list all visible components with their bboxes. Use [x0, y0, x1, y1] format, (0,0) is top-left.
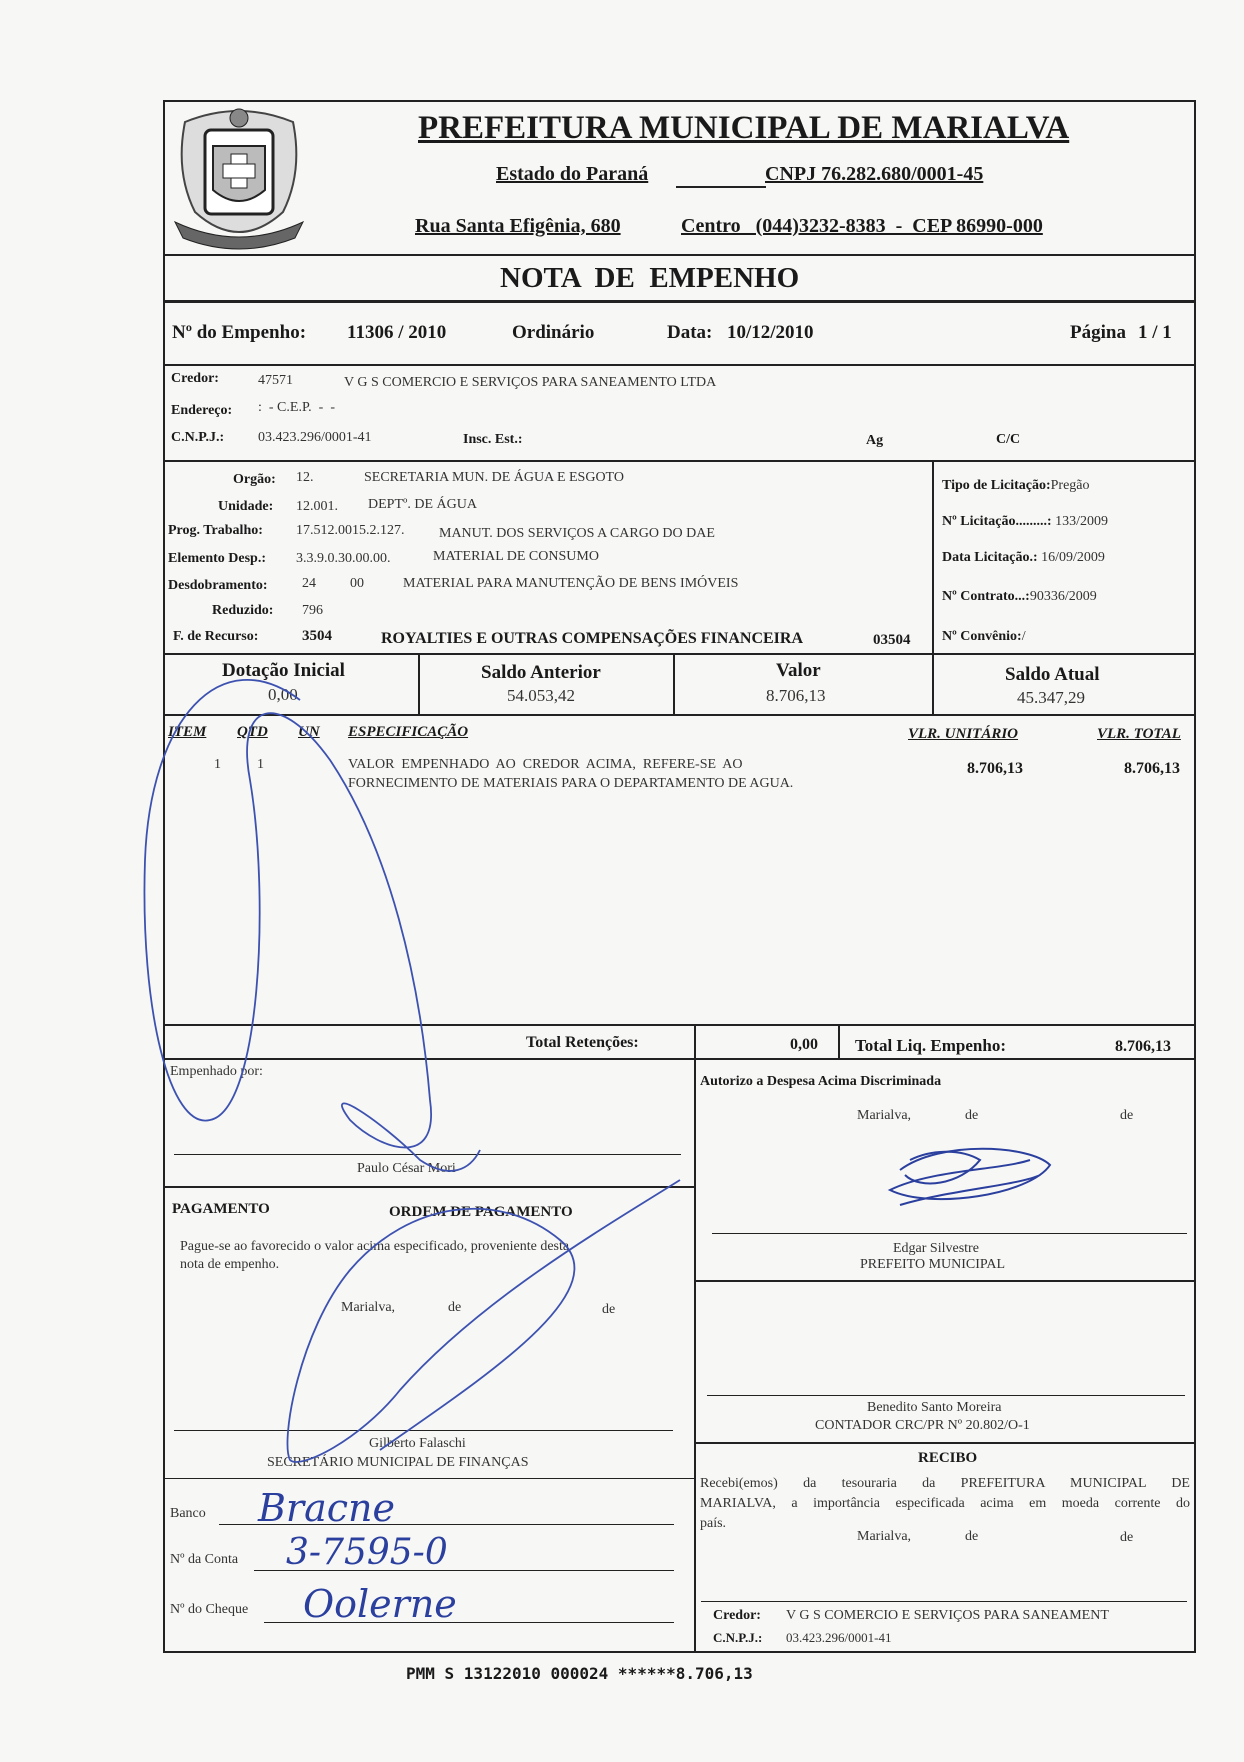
licitacao-data: 16/09/2009 [1041, 550, 1105, 565]
item-total-value: 8.706,13 [1124, 760, 1180, 777]
licitacao-num-label: Nº Licitação.........: 133/2009 [942, 514, 1108, 529]
orgao-label: Orgão: [233, 472, 276, 487]
mayor-name: Edgar Silvestre [893, 1241, 979, 1256]
prog-name: MANUT. DOS SERVIÇOS A CARGO DO DAE [439, 526, 715, 541]
recibo-cnpj: 03.423.296/0001-41 [786, 1630, 892, 1645]
pagamento-label: PAGAMENTO [172, 1201, 270, 1217]
municipal-address: Rua Santa Efigênia, 680 [415, 215, 621, 237]
contrato-num: 90336/2009 [1029, 589, 1097, 604]
recibo-cnpj-label: C.N.P.J.: [713, 1630, 763, 1645]
state-name: Estado do Paraná [496, 163, 649, 185]
municipal-contact: Centro (044)3232-8383 - CEP 86990-000 [681, 215, 1043, 237]
elemento-label: Elemento Desp.: [168, 551, 266, 566]
pagamento-text-line2: nota de empenho. [180, 1257, 280, 1272]
cc-label: C/C [996, 432, 1021, 447]
autorizo-city: Marialva, [857, 1108, 912, 1123]
coat-of-arms-logo [165, 102, 313, 252]
unidade-label: Unidade: [218, 499, 274, 514]
licitacao-num: 133/2009 [1055, 514, 1108, 529]
cheque-label: Nº do Cheque [170, 1602, 249, 1617]
recurso-ref: 03504 [873, 632, 911, 648]
saldo-anterior-value: 54.053,42 [507, 686, 575, 705]
credor-label: Credor: [171, 371, 219, 386]
credor-code: 47571 [258, 373, 293, 388]
col-spec: ESPECIFICAÇÃO [348, 724, 469, 740]
col-unit-value: VLR. UNITÁRIO [908, 726, 1019, 742]
recibo-title: RECIBO [918, 1450, 978, 1466]
tipo-licitacao-label: Tipo de Licitação:Pregão [942, 478, 1090, 493]
address-label: Endereço: [171, 403, 233, 418]
unidade-code: 12.001. [296, 499, 338, 514]
cnpj-underline [676, 186, 766, 188]
empenho-number-label: Nº do Empenho: [172, 322, 307, 343]
desdob-name: MATERIAL PARA MANUTENÇÃO DE BENS IMÓVEIS [403, 576, 739, 591]
desdob-code: 24 [302, 576, 316, 591]
conta-handwritten: 3-7595-0 [286, 1532, 448, 1573]
pagamento-text-line1: Pague-se ao favorecido o valor acima especificado, proveniente desta [180, 1239, 570, 1254]
pagamento-city: Marialva, [341, 1300, 396, 1315]
dotacao-value: 0,00 [268, 685, 298, 704]
recurso-name: ROYALTIES E OUTRAS COMPENSAÇÕES FINANCEIRA [381, 630, 804, 647]
accountant-name: Benedito Santo Moreira [867, 1400, 1002, 1415]
empenhado-name: Paulo César Mori [357, 1161, 456, 1176]
recibo-de1: de [965, 1529, 979, 1544]
convenio-num: / [1021, 629, 1026, 644]
autorizo-de2: de [1120, 1108, 1134, 1123]
empenho-number: 11306 / 2010 [347, 322, 447, 343]
col-total-value: VLR. TOTAL [1097, 726, 1181, 742]
item-number: 1 [214, 757, 221, 772]
item-unit-value: 8.706,13 [967, 760, 1023, 777]
banco-handwritten: Bracne [258, 1486, 395, 1530]
prog-code: 17.512.0015.2.127. [296, 523, 405, 538]
licitacao-data-label: Data Licitação.: 16/09/2009 [942, 550, 1105, 565]
recibo-de2: de [1120, 1530, 1134, 1545]
credor-cnpj: 03.423.296/0001-41 [258, 430, 372, 445]
contrato-label: Nº Contrato...:90336/2009 [942, 589, 1097, 604]
unidade-name: DEPTº. DE ÁGUA [368, 497, 477, 512]
mayor-title: PREFEITO MUNICIPAL [860, 1257, 1006, 1272]
item-qtd: 1 [257, 757, 264, 772]
col-un: UN [298, 724, 320, 740]
credor-address: : - C.E.P. - - [258, 400, 335, 415]
convenio-label: Nº Convênio:/ [942, 629, 1026, 644]
insc-est-label: Insc. Est.: [463, 432, 523, 447]
banco-label: Banco [170, 1506, 206, 1521]
valor-label: Valor [776, 660, 821, 681]
desdob-sub: 00 [350, 576, 364, 591]
elemento-code: 3.3.9.0.30.00.00. [296, 551, 391, 566]
recibo-credor: V G S COMERCIO E SERVIÇOS PARA SANEAMENT [786, 1608, 1109, 1623]
empenho-type: Ordinário [512, 322, 595, 343]
cheque-handwritten: Oolerne [303, 1582, 457, 1626]
item-spec-line1: VALOR EMPENHADO AO CREDOR ACIMA, REFERE-SE AO [348, 757, 743, 772]
recibo-credor-label: Credor: [713, 1608, 761, 1623]
orgao-name: SECRETARIA MUN. DE ÁGUA E ESGOTO [364, 470, 624, 485]
document-title: NOTA DE EMPENHO [500, 262, 800, 294]
accountant-title: CONTADOR CRC/PR Nº 20.802/O-1 [815, 1418, 1030, 1433]
secretary-name: Gilberto Falaschi [369, 1436, 466, 1451]
credor-name: V G S COMERCIO E SERVIÇOS PARA SANEAMENTO LTDA [344, 375, 717, 390]
pagamento-de1: de [448, 1300, 462, 1315]
empenhado-label: Empenhado por: [170, 1064, 263, 1079]
col-qtd: QTD [237, 724, 268, 740]
recibo-city: Marialva, [857, 1529, 912, 1544]
ag-label: Ag [866, 433, 884, 448]
dotacao-label: Dotação Inicial [222, 660, 345, 681]
recibo-text-line1: Recebi(emos) da tesouraria da PREFEITURA MUNICIPAL DE [700, 1476, 1190, 1491]
page-label: Página [1070, 322, 1126, 343]
liq-empenho-value: 8.706,13 [1115, 1038, 1171, 1055]
page-title: PREFEITURA MUNICIPAL DE MARIALVA [418, 110, 1070, 146]
saldo-atual-value: 45.347,29 [1017, 688, 1085, 707]
prog-label: Prog. Trabalho: [168, 523, 263, 538]
empenho-date: 10/12/2010 [727, 322, 814, 343]
page-number: 1 / 1 [1138, 322, 1172, 343]
recibo-text-line2: MARIALVA, a importância especificada acima em moeda corrente do [700, 1496, 1190, 1511]
reduzido-value: 796 [302, 603, 323, 618]
col-item: ITEM [168, 724, 207, 740]
autorizo-label: Autorizo a Despesa Acima Discriminada [700, 1074, 942, 1089]
recurso-label: F. de Recurso: [173, 629, 259, 644]
tipo-licitacao: Pregão [1050, 478, 1090, 493]
desdob-label: Desdobramento: [168, 578, 268, 593]
saldo-atual-label: Saldo Atual [1005, 664, 1100, 685]
saldo-anterior-label: Saldo Anterior [481, 662, 601, 683]
payment-stamp: PMM S 13122010 000024 ******8.706,13 [406, 1664, 753, 1683]
recurso-code: 3504 [302, 628, 332, 644]
retencoes-value: 0,00 [790, 1036, 818, 1053]
orgao-code: 12. [296, 470, 314, 485]
municipal-cnpj: CNPJ 76.282.680/0001-45 [765, 163, 984, 185]
valor-value: 8.706,13 [766, 686, 826, 705]
item-spec-line2: FORNECIMENTO DE MATERIAIS PARA O DEPARTAMENTO DE AGUA. [348, 776, 794, 791]
pagamento-de2: de [602, 1302, 616, 1317]
ordem-pagamento-label: ORDEM DE PAGAMENTO [389, 1204, 573, 1220]
cnpj-label: C.N.P.J.: [171, 430, 225, 445]
date-label: Data: [667, 322, 713, 343]
retencoes-label: Total Retenções: [526, 1034, 639, 1051]
recibo-text-line3: país. [700, 1516, 727, 1531]
elemento-name: MATERIAL DE CONSUMO [433, 549, 599, 564]
autorizo-de1: de [965, 1108, 979, 1123]
reduzido-label: Reduzido: [212, 603, 274, 618]
conta-label: Nº da Conta [170, 1552, 239, 1567]
secretary-title: SECRETÁRIO MUNICIPAL DE FINANÇAS [267, 1455, 529, 1470]
liq-empenho-label: Total Liq. Empenho: [855, 1036, 1006, 1055]
